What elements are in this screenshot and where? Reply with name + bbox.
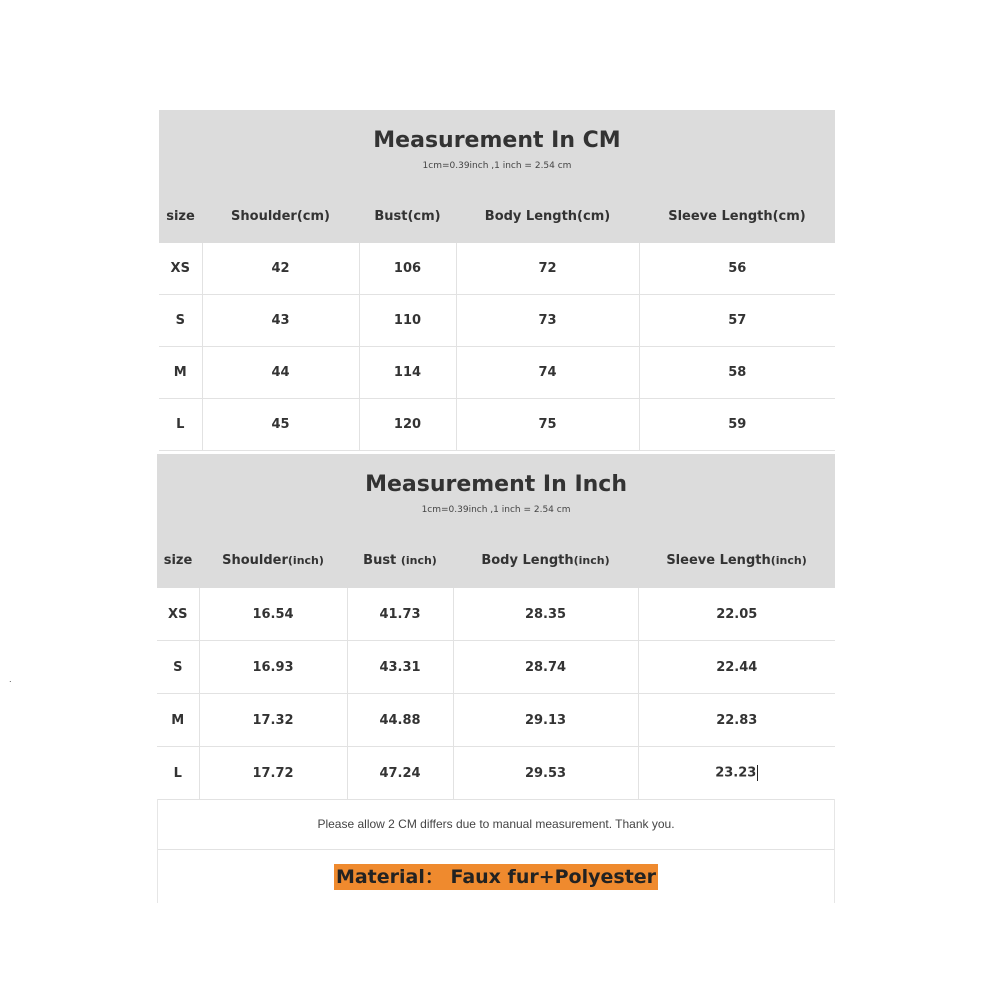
table-row xyxy=(157,747,835,800)
size-cell: XS xyxy=(159,243,202,295)
table-cell: 57 xyxy=(639,295,835,347)
size-cell: S xyxy=(157,641,199,694)
table-cell: 28.35 xyxy=(453,588,638,641)
cm-header-row xyxy=(159,189,835,243)
inch-table-subtitle: 1cm=0.39inch ,1 inch = 2.54 cm xyxy=(421,505,571,515)
cm-measurement-table xyxy=(159,110,835,451)
size-cell: L xyxy=(157,747,199,800)
table-row xyxy=(159,295,835,347)
table-cell: 73 xyxy=(456,295,639,347)
table-cell: 114 xyxy=(359,347,456,399)
size-cell: S xyxy=(159,295,202,347)
inch-table-title: Measurement In Inch xyxy=(365,472,627,497)
table-row xyxy=(157,588,835,641)
table-cell: 16.93 xyxy=(199,641,347,694)
table-cell: 17.72 xyxy=(199,747,347,800)
table-cell: 75 xyxy=(456,399,639,451)
header-main: Body Length xyxy=(481,553,574,568)
size-cell: M xyxy=(159,347,202,399)
size-cell: XS xyxy=(157,588,199,641)
inch-measurement-table xyxy=(157,454,835,800)
cm-header-bust: Bust(cm) xyxy=(359,189,456,243)
table-row xyxy=(159,399,835,451)
table-cell: 59 xyxy=(639,399,835,451)
cm-table-title: Measurement In CM xyxy=(373,128,621,153)
inch-header-row xyxy=(157,533,835,588)
table-cell: 43.31 xyxy=(347,641,453,694)
header-main: size xyxy=(163,553,193,568)
table-cell: 44 xyxy=(202,347,359,399)
table-cell: 22.05 xyxy=(638,588,835,641)
cm-header-body-length: Body Length(cm) xyxy=(456,189,639,243)
table-cell: 29.13 xyxy=(453,694,638,747)
inch-header-size xyxy=(157,533,199,588)
material-row xyxy=(158,850,834,903)
size-cell: L xyxy=(159,399,202,451)
table-cell: 44.88 xyxy=(347,694,453,747)
size-cell: M xyxy=(157,694,199,747)
cm-title-cell xyxy=(159,110,835,189)
header-unit: (inch) xyxy=(287,554,324,567)
table-cell xyxy=(638,747,835,800)
header-main: Shoulder xyxy=(222,553,288,568)
cm-header-sleeve-length: Sleeve Length(cm) xyxy=(639,189,835,243)
text-cursor xyxy=(757,765,758,781)
header-unit: (inch) xyxy=(770,554,807,567)
table-cell: 58 xyxy=(639,347,835,399)
header-main: Sleeve Length xyxy=(666,553,771,568)
table-cell: 28.74 xyxy=(453,641,638,694)
table-cell: 110 xyxy=(359,295,456,347)
table-cell: 41.73 xyxy=(347,588,453,641)
footer-notes xyxy=(157,799,835,903)
cm-header-shoulder: Shoulder(cm) xyxy=(202,189,359,243)
table-row xyxy=(157,694,835,747)
table-cell: 22.83 xyxy=(638,694,835,747)
inch-header-bust xyxy=(347,533,453,588)
last-cell-value: 23.23 xyxy=(715,765,757,781)
table-cell: 22.44 xyxy=(638,641,835,694)
measurement-note: Please allow 2 CM differs due to manual measurement. Thank you. xyxy=(158,799,834,850)
stray-mark: . xyxy=(9,675,12,684)
table-cell: 106 xyxy=(359,243,456,295)
table-cell: 17.32 xyxy=(199,694,347,747)
header-unit: (inch) xyxy=(400,554,437,567)
table-cell: 16.54 xyxy=(199,588,347,641)
inch-header-shoulder xyxy=(199,533,347,588)
table-row xyxy=(157,641,835,694)
header-unit: (inch) xyxy=(573,554,610,567)
table-cell: 72 xyxy=(456,243,639,295)
inch-title-cell xyxy=(157,454,835,533)
table-cell: 56 xyxy=(639,243,835,295)
inch-header-body-length xyxy=(453,533,638,588)
header-main: Bust xyxy=(363,553,401,568)
table-cell: 74 xyxy=(456,347,639,399)
material-label: Material： Faux fur+Polyester xyxy=(335,865,657,888)
cm-header-size: size xyxy=(159,189,202,243)
table-cell: 120 xyxy=(359,399,456,451)
table-cell: 43 xyxy=(202,295,359,347)
table-cell: 45 xyxy=(202,399,359,451)
cm-table-subtitle: 1cm=0.39inch ,1 inch = 2.54 cm xyxy=(422,161,572,171)
table-cell: 42 xyxy=(202,243,359,295)
table-row xyxy=(159,347,835,399)
table-cell: 29.53 xyxy=(453,747,638,800)
inch-header-sleeve-length xyxy=(638,533,835,588)
table-cell: 47.24 xyxy=(347,747,453,800)
table-row xyxy=(159,243,835,295)
